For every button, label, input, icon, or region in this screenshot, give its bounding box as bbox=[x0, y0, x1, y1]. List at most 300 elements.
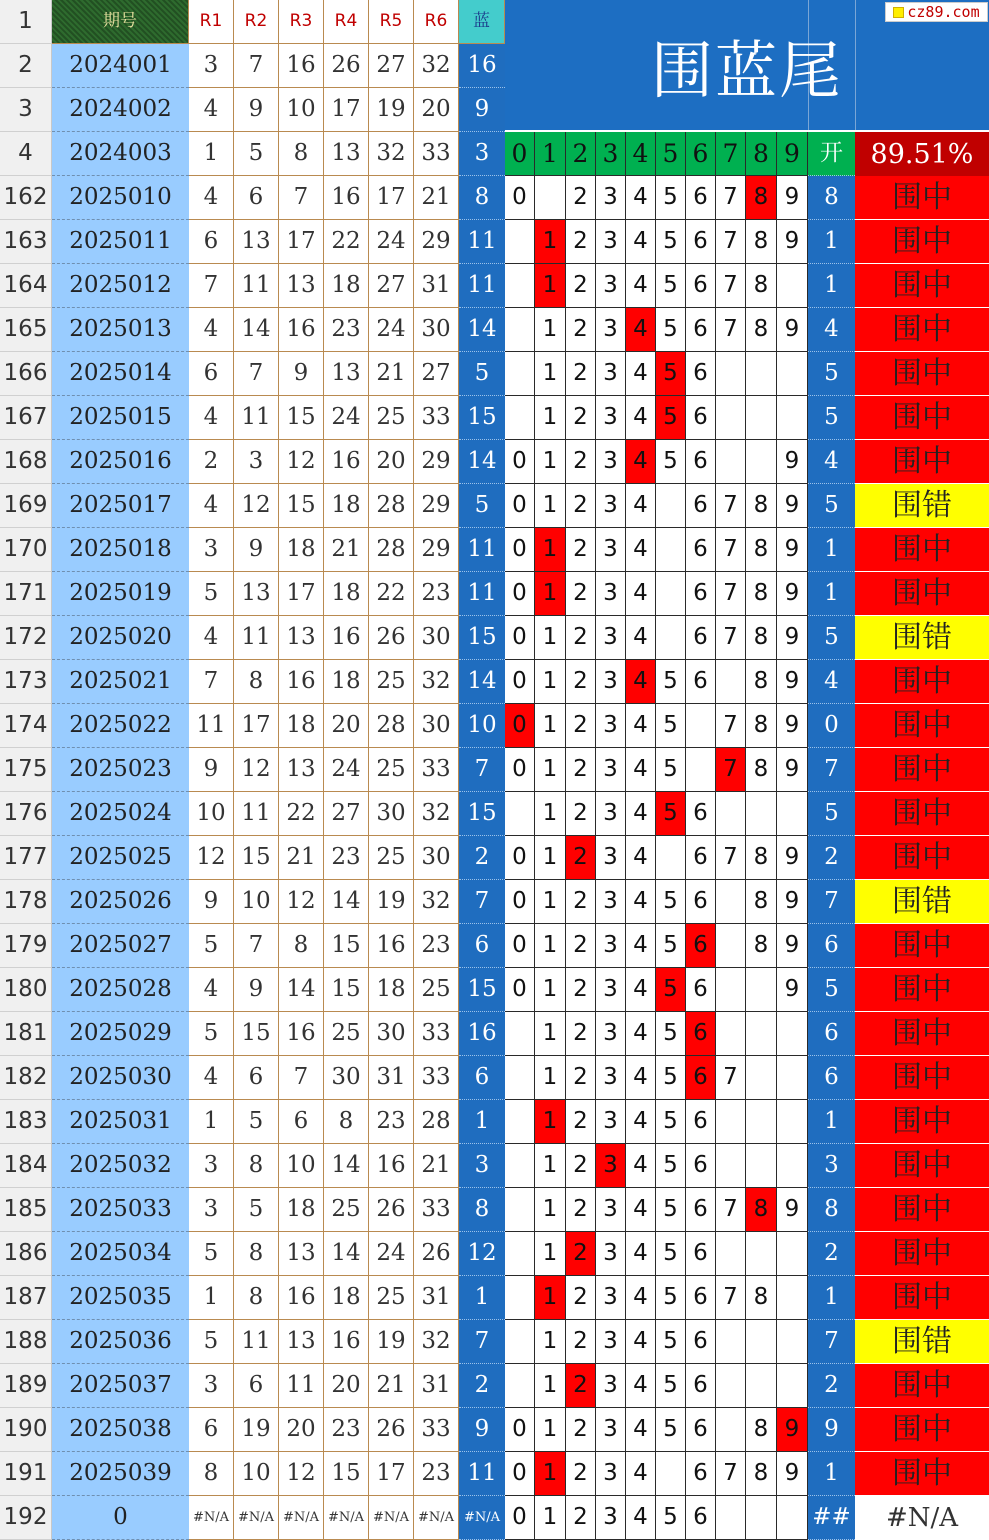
digit-cell[interactable] bbox=[777, 396, 808, 440]
digit-cell[interactable] bbox=[777, 1012, 808, 1056]
digit-cell[interactable] bbox=[746, 968, 777, 1012]
digit-cell[interactable]: 1 bbox=[535, 1364, 566, 1408]
digit-cell[interactable] bbox=[535, 176, 566, 220]
digit-cell[interactable]: 4 bbox=[626, 1012, 656, 1056]
digit-cell[interactable]: 5 bbox=[656, 440, 686, 484]
red-ball-cell[interactable]: 30 bbox=[414, 836, 459, 880]
digit-cell-hit[interactable]: 2 bbox=[566, 1232, 596, 1276]
blue-ball-cell[interactable]: 10 bbox=[459, 704, 505, 748]
digit-cell[interactable] bbox=[777, 792, 808, 836]
digit-cell[interactable]: 4 bbox=[626, 572, 656, 616]
period-cell[interactable]: 2025012 bbox=[52, 264, 189, 308]
red-ball-cell[interactable]: 22 bbox=[369, 572, 414, 616]
digit-cell[interactable]: 3 bbox=[596, 748, 626, 792]
digit-cell[interactable]: 8 bbox=[746, 704, 777, 748]
digit-cell[interactable]: 1 bbox=[535, 396, 566, 440]
digit-cell[interactable]: 9 bbox=[777, 440, 808, 484]
digit-cell[interactable]: 8 bbox=[746, 1408, 777, 1452]
digit-cell[interactable] bbox=[505, 1144, 535, 1188]
digit-cell[interactable] bbox=[716, 792, 746, 836]
digit-cell[interactable]: 8 bbox=[746, 880, 777, 924]
red-ball-cell[interactable]: 27 bbox=[414, 352, 459, 396]
digit-cell[interactable]: 2 bbox=[566, 308, 596, 352]
digit-cell[interactable] bbox=[716, 1144, 746, 1188]
digit-cell[interactable]: 1 bbox=[535, 616, 566, 660]
digit-cell[interactable] bbox=[505, 220, 535, 264]
digit-cell[interactable]: 3 bbox=[596, 352, 626, 396]
digit-cell[interactable]: 4 bbox=[626, 1100, 656, 1144]
digit-cell[interactable]: 4 bbox=[626, 352, 656, 396]
digit-cell[interactable] bbox=[746, 1232, 777, 1276]
period-cell[interactable]: 2024001 bbox=[52, 44, 189, 88]
digit-cell-hit[interactable]: 4 bbox=[626, 308, 656, 352]
open-digit-cell[interactable]: 1 bbox=[808, 220, 855, 264]
red-ball-cell[interactable]: 15 bbox=[324, 968, 369, 1012]
blue-ball-cell[interactable]: 11 bbox=[459, 572, 505, 616]
digit-cell[interactable] bbox=[746, 792, 777, 836]
period-cell[interactable]: 2025019 bbox=[52, 572, 189, 616]
red-ball-cell[interactable]: 11 bbox=[234, 616, 279, 660]
open-digit-cell[interactable]: 5 bbox=[808, 352, 855, 396]
digit-cell-hit[interactable]: 6 bbox=[686, 924, 716, 968]
blue-ball-cell[interactable]: 3 bbox=[459, 1144, 505, 1188]
digit-cell[interactable]: 4 bbox=[626, 836, 656, 880]
red-ball-cell[interactable]: 29 bbox=[414, 528, 459, 572]
digit-cell[interactable]: 4 bbox=[626, 704, 656, 748]
blue-ball-cell[interactable]: 11 bbox=[459, 528, 505, 572]
digit-cell[interactable]: 7 bbox=[716, 528, 746, 572]
digit-cell-hit[interactable]: 1 bbox=[535, 220, 566, 264]
digit-cell[interactable]: 2 bbox=[566, 396, 596, 440]
result-cell[interactable]: 围中 bbox=[855, 1364, 989, 1408]
digit-cell[interactable]: 0 bbox=[505, 968, 535, 1012]
red-ball-cell[interactable]: 3 bbox=[189, 44, 234, 88]
digit-cell-hit[interactable]: 6 bbox=[686, 1056, 716, 1100]
result-cell[interactable]: 围错 bbox=[855, 484, 989, 528]
result-cell[interactable]: 围中 bbox=[855, 1144, 989, 1188]
period-cell[interactable]: 2025017 bbox=[52, 484, 189, 528]
digit-cell[interactable]: 4 bbox=[626, 176, 656, 220]
open-digit-cell[interactable]: 1 bbox=[808, 528, 855, 572]
result-cell[interactable]: 围中 bbox=[855, 220, 989, 264]
digit-cell[interactable]: 3 bbox=[596, 264, 626, 308]
open-digit-cell[interactable]: 6 bbox=[808, 924, 855, 968]
result-cell[interactable]: 围中 bbox=[855, 792, 989, 836]
red-ball-cell[interactable]: 23 bbox=[324, 836, 369, 880]
digit-cell[interactable]: 7 bbox=[716, 264, 746, 308]
red-ball-cell[interactable]: 24 bbox=[324, 748, 369, 792]
digit-cell[interactable]: 4 bbox=[626, 396, 656, 440]
digit-cell[interactable]: 4 bbox=[626, 1188, 656, 1232]
digit-cell[interactable] bbox=[716, 660, 746, 704]
digit-cell[interactable] bbox=[656, 616, 686, 660]
digit-cell[interactable]: 3 bbox=[596, 528, 626, 572]
red-ball-cell[interactable]: 16 bbox=[279, 1276, 324, 1320]
digit-cell[interactable]: 5 bbox=[656, 660, 686, 704]
digit-cell[interactable]: 5 bbox=[656, 1232, 686, 1276]
digit-cell[interactable]: 5 bbox=[656, 704, 686, 748]
red-ball-cell[interactable]: 7 bbox=[234, 352, 279, 396]
red-ball-cell[interactable]: 13 bbox=[324, 132, 369, 176]
blue-ball-cell[interactable]: 15 bbox=[459, 616, 505, 660]
digit-cell[interactable]: 7 bbox=[716, 220, 746, 264]
digit-header[interactable]: 3 bbox=[596, 132, 626, 176]
period-cell[interactable]: 2025029 bbox=[52, 1012, 189, 1056]
period-cell[interactable]: 2025024 bbox=[52, 792, 189, 836]
digit-cell[interactable]: 3 bbox=[596, 924, 626, 968]
result-cell[interactable]: 围中 bbox=[855, 968, 989, 1012]
digit-cell[interactable]: 6 bbox=[686, 880, 716, 924]
digit-cell-hit[interactable]: 2 bbox=[566, 1364, 596, 1408]
digit-cell[interactable] bbox=[746, 1320, 777, 1364]
open-digit-cell[interactable]: 2 bbox=[808, 1232, 855, 1276]
red-ball-cell[interactable]: 30 bbox=[324, 1056, 369, 1100]
blue-ball-cell[interactable]: 3 bbox=[459, 132, 505, 176]
open-digit-cell[interactable]: 5 bbox=[808, 616, 855, 660]
digit-cell[interactable]: 8 bbox=[746, 748, 777, 792]
digit-cell[interactable]: 1 bbox=[535, 1232, 566, 1276]
digit-cell[interactable]: 9 bbox=[777, 528, 808, 572]
digit-cell[interactable]: 2 bbox=[566, 352, 596, 396]
digit-cell[interactable]: 6 bbox=[686, 396, 716, 440]
red-ball-cell[interactable]: 15 bbox=[279, 396, 324, 440]
open-digit-cell[interactable]: 1 bbox=[808, 1452, 855, 1496]
red-ball-cell[interactable]: #N/A bbox=[369, 1496, 414, 1540]
digit-cell[interactable]: 7 bbox=[716, 616, 746, 660]
blue-ball-cell[interactable]: 8 bbox=[459, 176, 505, 220]
red-ball-cell[interactable]: 13 bbox=[279, 616, 324, 660]
digit-cell-hit[interactable]: 1 bbox=[535, 1276, 566, 1320]
red-ball-cell[interactable]: 8 bbox=[234, 1232, 279, 1276]
red-ball-cell[interactable]: #N/A bbox=[414, 1496, 459, 1540]
red-ball-cell[interactable]: 6 bbox=[189, 220, 234, 264]
digit-cell[interactable] bbox=[777, 352, 808, 396]
digit-cell[interactable]: 7 bbox=[716, 176, 746, 220]
digit-cell[interactable] bbox=[505, 1012, 535, 1056]
red-ball-cell[interactable]: 32 bbox=[414, 660, 459, 704]
red-ball-cell[interactable]: 24 bbox=[324, 396, 369, 440]
digit-cell[interactable]: 8 bbox=[746, 616, 777, 660]
red-ball-cell[interactable]: 13 bbox=[279, 1320, 324, 1364]
result-cell[interactable]: 围中 bbox=[855, 1408, 989, 1452]
red-ball-cell[interactable]: 19 bbox=[369, 880, 414, 924]
digit-cell[interactable]: 3 bbox=[596, 880, 626, 924]
period-cell[interactable]: 2025023 bbox=[52, 748, 189, 792]
blue-ball-cell[interactable]: #N/A bbox=[459, 1496, 505, 1540]
digit-cell[interactable] bbox=[716, 924, 746, 968]
blue-ball-cell[interactable]: 14 bbox=[459, 308, 505, 352]
digit-cell[interactable] bbox=[777, 1364, 808, 1408]
red-ball-cell[interactable]: 15 bbox=[324, 1452, 369, 1496]
digit-cell[interactable] bbox=[716, 880, 746, 924]
red-ball-cell[interactable]: 16 bbox=[279, 660, 324, 704]
digit-cell-hit[interactable]: 1 bbox=[535, 264, 566, 308]
period-cell[interactable]: 2025031 bbox=[52, 1100, 189, 1144]
blue-ball-cell[interactable]: 8 bbox=[459, 1188, 505, 1232]
red-ball-cell[interactable]: 16 bbox=[324, 616, 369, 660]
digit-cell[interactable] bbox=[746, 352, 777, 396]
digit-cell[interactable]: 5 bbox=[656, 1276, 686, 1320]
digit-cell[interactable]: 2 bbox=[566, 1452, 596, 1496]
digit-cell[interactable] bbox=[716, 440, 746, 484]
red-ball-cell[interactable]: 20 bbox=[324, 704, 369, 748]
digit-cell[interactable]: 1 bbox=[535, 1144, 566, 1188]
red-ball-cell[interactable]: 13 bbox=[279, 1232, 324, 1276]
digit-cell[interactable]: 0 bbox=[505, 1452, 535, 1496]
digit-cell[interactable]: 2 bbox=[566, 616, 596, 660]
red-ball-cell[interactable]: 8 bbox=[234, 1144, 279, 1188]
digit-cell[interactable]: 2 bbox=[566, 704, 596, 748]
open-digit-cell[interactable]: 1 bbox=[808, 1276, 855, 1320]
digit-cell-hit[interactable]: 1 bbox=[535, 1100, 566, 1144]
digit-cell[interactable]: 3 bbox=[596, 308, 626, 352]
digit-cell[interactable]: 5 bbox=[656, 924, 686, 968]
red-ball-cell[interactable]: 4 bbox=[189, 176, 234, 220]
digit-cell[interactable]: 8 bbox=[746, 924, 777, 968]
digit-cell[interactable]: 6 bbox=[686, 1408, 716, 1452]
digit-cell[interactable]: 2 bbox=[566, 1056, 596, 1100]
red-ball-cell[interactable]: 23 bbox=[369, 1100, 414, 1144]
red-ball-cell[interactable]: 31 bbox=[414, 1364, 459, 1408]
blue-ball-cell[interactable]: 9 bbox=[459, 88, 505, 132]
digit-cell-hit[interactable]: 8 bbox=[746, 1188, 777, 1232]
period-cell[interactable]: 2025011 bbox=[52, 220, 189, 264]
digit-cell[interactable] bbox=[656, 1452, 686, 1496]
red-ball-cell[interactable]: 29 bbox=[414, 440, 459, 484]
red-ball-cell[interactable]: 12 bbox=[189, 836, 234, 880]
red-ball-cell[interactable]: 33 bbox=[414, 1408, 459, 1452]
digit-cell[interactable] bbox=[656, 484, 686, 528]
digit-cell[interactable]: 0 bbox=[505, 836, 535, 880]
red-ball-cell[interactable]: 8 bbox=[234, 1276, 279, 1320]
digit-cell[interactable]: 1 bbox=[535, 1188, 566, 1232]
digit-cell[interactable]: 1 bbox=[535, 792, 566, 836]
red-ball-cell[interactable]: 5 bbox=[189, 1012, 234, 1056]
digit-cell[interactable]: 0 bbox=[505, 440, 535, 484]
red-ball-cell[interactable]: 23 bbox=[414, 924, 459, 968]
red-ball-cell[interactable]: 12 bbox=[234, 484, 279, 528]
red-ball-cell[interactable]: 10 bbox=[234, 1452, 279, 1496]
digit-cell[interactable]: 1 bbox=[535, 484, 566, 528]
red-ball-cell[interactable]: 33 bbox=[414, 1056, 459, 1100]
open-digit-cell[interactable]: 3 bbox=[808, 1144, 855, 1188]
red-ball-cell[interactable]: 25 bbox=[369, 748, 414, 792]
red-ball-cell[interactable]: 11 bbox=[234, 792, 279, 836]
digit-cell[interactable]: 4 bbox=[626, 616, 656, 660]
period-cell[interactable]: 2025013 bbox=[52, 308, 189, 352]
red-ball-cell[interactable]: 6 bbox=[234, 1056, 279, 1100]
period-cell[interactable]: 2025036 bbox=[52, 1320, 189, 1364]
red-ball-cell[interactable]: 31 bbox=[414, 264, 459, 308]
digit-cell[interactable]: 9 bbox=[777, 748, 808, 792]
digit-cell[interactable]: 5 bbox=[656, 264, 686, 308]
digit-cell[interactable]: 6 bbox=[686, 968, 716, 1012]
red-ball-cell[interactable]: 4 bbox=[189, 484, 234, 528]
period-cell[interactable]: 2025035 bbox=[52, 1276, 189, 1320]
digit-cell[interactable]: 2 bbox=[566, 792, 596, 836]
red-ball-cell[interactable]: 8 bbox=[279, 132, 324, 176]
blue-ball-cell[interactable]: 2 bbox=[459, 1364, 505, 1408]
digit-cell-hit[interactable]: 4 bbox=[626, 660, 656, 704]
digit-cell[interactable]: 3 bbox=[596, 792, 626, 836]
digit-cell[interactable]: 7 bbox=[716, 484, 746, 528]
digit-cell[interactable] bbox=[716, 1100, 746, 1144]
red-ball-cell[interactable]: 7 bbox=[279, 176, 324, 220]
result-cell[interactable]: 围中 bbox=[855, 1100, 989, 1144]
red-ball-cell[interactable]: 13 bbox=[324, 352, 369, 396]
red-ball-cell[interactable]: 9 bbox=[279, 352, 324, 396]
result-cell[interactable]: 围错 bbox=[855, 616, 989, 660]
site-badge[interactable] bbox=[885, 2, 988, 22]
digit-cell[interactable] bbox=[746, 440, 777, 484]
digit-header[interactable]: 1 bbox=[535, 132, 566, 176]
red-ball-cell[interactable]: 18 bbox=[324, 484, 369, 528]
open-digit-cell[interactable]: 6 bbox=[808, 1012, 855, 1056]
red-ball-cell[interactable]: 11 bbox=[234, 1320, 279, 1364]
digit-cell[interactable]: 2 bbox=[566, 264, 596, 308]
digit-cell[interactable]: 7 bbox=[716, 1452, 746, 1496]
red-ball-cell[interactable]: 10 bbox=[234, 880, 279, 924]
red-ball-cell[interactable]: 4 bbox=[189, 88, 234, 132]
red-ball-cell[interactable]: 30 bbox=[369, 1012, 414, 1056]
digit-cell[interactable]: 3 bbox=[596, 968, 626, 1012]
digit-cell[interactable]: 6 bbox=[686, 572, 716, 616]
red-ball-cell[interactable]: 17 bbox=[279, 572, 324, 616]
digit-cell[interactable]: 5 bbox=[656, 1188, 686, 1232]
digit-cell[interactable]: 1 bbox=[535, 440, 566, 484]
red-ball-cell[interactable]: 7 bbox=[279, 1056, 324, 1100]
digit-cell[interactable]: 0 bbox=[505, 528, 535, 572]
open-digit-cell[interactable]: ## bbox=[808, 1496, 855, 1540]
digit-cell[interactable]: 0 bbox=[505, 616, 535, 660]
red-ball-cell[interactable]: 13 bbox=[234, 572, 279, 616]
digit-cell[interactable] bbox=[716, 1364, 746, 1408]
digit-cell-hit[interactable]: 2 bbox=[566, 836, 596, 880]
digit-cell[interactable]: 3 bbox=[596, 660, 626, 704]
period-cell[interactable]: 2024002 bbox=[52, 88, 189, 132]
red-ball-cell[interactable]: 14 bbox=[234, 308, 279, 352]
red-ball-cell[interactable]: 18 bbox=[324, 660, 369, 704]
digit-cell[interactable]: 0 bbox=[505, 176, 535, 220]
red-ball-cell[interactable]: 30 bbox=[369, 792, 414, 836]
digit-cell[interactable]: 5 bbox=[656, 220, 686, 264]
red-ball-cell[interactable]: 28 bbox=[369, 484, 414, 528]
blue-ball-cell[interactable]: 12 bbox=[459, 1232, 505, 1276]
red-ball-cell[interactable]: 15 bbox=[234, 836, 279, 880]
digit-cell[interactable]: 2 bbox=[566, 924, 596, 968]
digit-cell[interactable]: 6 bbox=[686, 1364, 716, 1408]
period-cell[interactable]: 2025030 bbox=[52, 1056, 189, 1100]
result-cell[interactable]: 围中 bbox=[855, 1056, 989, 1100]
digit-cell[interactable]: 8 bbox=[746, 572, 777, 616]
period-cell[interactable]: 2025028 bbox=[52, 968, 189, 1012]
red-ball-cell[interactable]: 3 bbox=[189, 1144, 234, 1188]
red-ball-cell[interactable]: 26 bbox=[414, 1232, 459, 1276]
red-ball-cell[interactable]: 5 bbox=[189, 572, 234, 616]
red-ball-cell[interactable]: 24 bbox=[369, 220, 414, 264]
period-cell[interactable]: 2025018 bbox=[52, 528, 189, 572]
red-ball-cell[interactable]: 23 bbox=[414, 1452, 459, 1496]
digit-cell[interactable]: 3 bbox=[596, 1056, 626, 1100]
digit-cell[interactable] bbox=[716, 1232, 746, 1276]
red-ball-cell[interactable]: 32 bbox=[414, 44, 459, 88]
red-ball-cell[interactable]: 21 bbox=[414, 1144, 459, 1188]
digit-cell[interactable]: 6 bbox=[686, 660, 716, 704]
digit-header[interactable]: 5 bbox=[656, 132, 686, 176]
period-cell[interactable]: 2025021 bbox=[52, 660, 189, 704]
red-ball-cell[interactable]: 4 bbox=[189, 308, 234, 352]
digit-cell[interactable]: 6 bbox=[686, 1100, 716, 1144]
digit-cell[interactable]: 5 bbox=[656, 748, 686, 792]
blue-ball-cell[interactable]: 16 bbox=[459, 44, 505, 88]
period-cell[interactable]: 2025037 bbox=[52, 1364, 189, 1408]
red-ball-cell[interactable]: 17 bbox=[279, 220, 324, 264]
red-ball-cell[interactable]: 21 bbox=[279, 836, 324, 880]
result-cell[interactable]: 围中 bbox=[855, 1452, 989, 1496]
red-ball-cell[interactable]: 22 bbox=[279, 792, 324, 836]
red-column-header[interactable]: R1 bbox=[189, 0, 234, 44]
digit-cell[interactable]: 5 bbox=[656, 880, 686, 924]
result-cell[interactable]: 围中 bbox=[855, 352, 989, 396]
open-digit-cell[interactable]: 6 bbox=[808, 1056, 855, 1100]
digit-cell[interactable]: 3 bbox=[596, 1452, 626, 1496]
digit-cell-hit[interactable]: 1 bbox=[535, 572, 566, 616]
digit-cell[interactable] bbox=[716, 1012, 746, 1056]
digit-cell[interactable]: 1 bbox=[535, 1320, 566, 1364]
red-ball-cell[interactable]: 16 bbox=[324, 1320, 369, 1364]
digit-cell[interactable] bbox=[746, 1012, 777, 1056]
period-cell[interactable]: 2025025 bbox=[52, 836, 189, 880]
blue-ball-cell[interactable]: 14 bbox=[459, 660, 505, 704]
open-digit-cell[interactable]: 7 bbox=[808, 1320, 855, 1364]
red-ball-cell[interactable]: 17 bbox=[369, 1452, 414, 1496]
digit-cell[interactable]: 2 bbox=[566, 1100, 596, 1144]
red-ball-cell[interactable]: 12 bbox=[279, 1452, 324, 1496]
digit-cell[interactable]: 7 bbox=[716, 572, 746, 616]
digit-cell[interactable]: 9 bbox=[777, 968, 808, 1012]
red-ball-cell[interactable]: 23 bbox=[324, 1408, 369, 1452]
digit-cell[interactable]: 6 bbox=[686, 528, 716, 572]
open-digit-cell[interactable]: 5 bbox=[808, 396, 855, 440]
digit-cell-hit[interactable]: 5 bbox=[656, 968, 686, 1012]
open-digit-cell[interactable]: 9 bbox=[808, 1408, 855, 1452]
digit-cell[interactable]: 0 bbox=[505, 660, 535, 704]
blue-ball-cell[interactable]: 16 bbox=[459, 1012, 505, 1056]
digit-cell[interactable]: 9 bbox=[777, 660, 808, 704]
digit-cell[interactable] bbox=[505, 396, 535, 440]
digit-cell[interactable] bbox=[777, 1144, 808, 1188]
red-ball-cell[interactable]: 18 bbox=[324, 572, 369, 616]
red-ball-cell[interactable]: 18 bbox=[279, 704, 324, 748]
digit-cell[interactable] bbox=[777, 1320, 808, 1364]
digit-cell[interactable]: 4 bbox=[626, 1496, 656, 1540]
digit-cell[interactable]: 7 bbox=[716, 1276, 746, 1320]
red-ball-cell[interactable]: 25 bbox=[369, 396, 414, 440]
digit-cell[interactable] bbox=[686, 704, 716, 748]
open-digit-cell[interactable]: 8 bbox=[808, 1188, 855, 1232]
period-cell[interactable]: 2025026 bbox=[52, 880, 189, 924]
digit-cell-hit[interactable]: 6 bbox=[686, 1012, 716, 1056]
red-ball-cell[interactable]: 32 bbox=[369, 132, 414, 176]
red-ball-cell[interactable]: 4 bbox=[189, 396, 234, 440]
digit-cell[interactable] bbox=[686, 748, 716, 792]
digit-cell-hit[interactable]: 1 bbox=[535, 1452, 566, 1496]
red-ball-cell[interactable]: 18 bbox=[369, 968, 414, 1012]
result-cell[interactable]: #N/A bbox=[855, 1496, 989, 1540]
digit-cell[interactable]: 9 bbox=[777, 704, 808, 748]
digit-cell[interactable]: 3 bbox=[596, 1232, 626, 1276]
red-ball-cell[interactable]: 8 bbox=[324, 1100, 369, 1144]
